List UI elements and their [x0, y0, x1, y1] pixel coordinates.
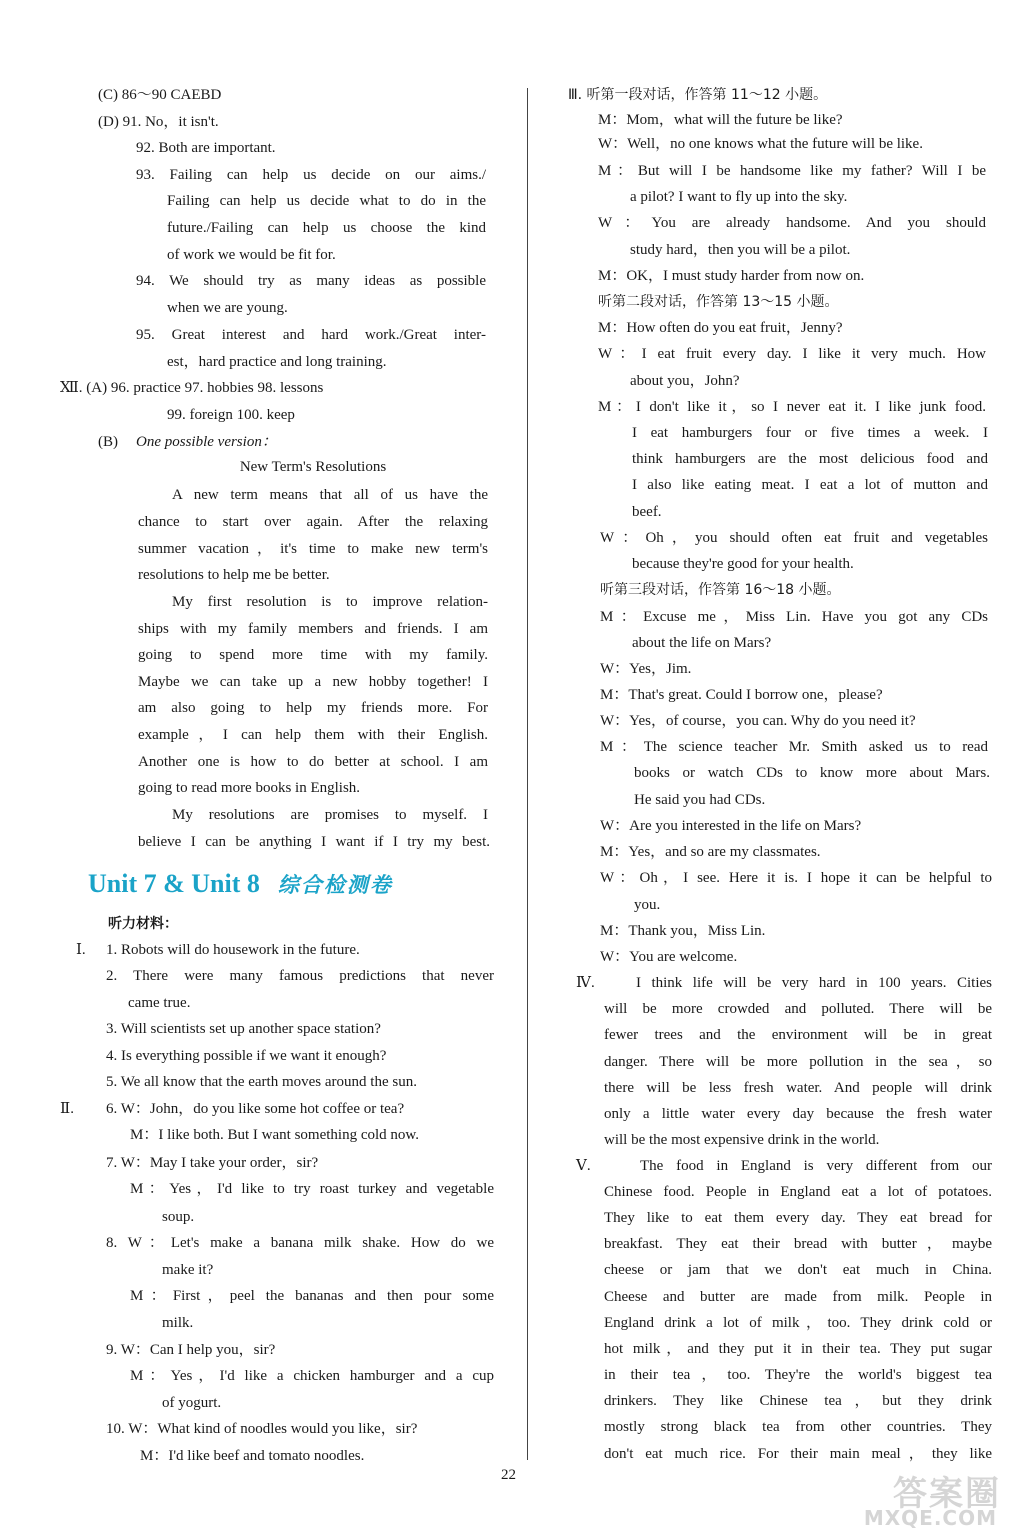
left-text-line: One possible version：	[136, 434, 277, 450]
left-text-line: summer vacation，it's time to make new term's	[138, 541, 488, 557]
watermark-text: 答案圈	[893, 1474, 1001, 1514]
left-text-line: 9. W：Can I help you，sir?	[106, 1342, 276, 1358]
left-text-line: 3. Will scientists set up another space station?	[106, 1021, 381, 1037]
left-text-line: M：First，peel the bananas and then pour some	[130, 1288, 494, 1304]
left-text-line: M：Yes，I'd like to try roast turkey and vegetable	[130, 1181, 494, 1197]
right-text-line: Ⅲ. 听第一段对话，作答第 11～12 小题。	[568, 87, 828, 103]
right-text-line: will be more crowded and polluted. There will be	[604, 1001, 992, 1017]
left-text-line: came true.	[128, 995, 191, 1011]
right-text-line: Chinese food. People in England eat a lot of potatoes.	[604, 1184, 992, 1200]
left-text-line: (D) 91. No，it isn't.	[98, 114, 219, 130]
left-text-line: Failing can help us decide what to do in the	[167, 193, 486, 209]
left-text-line: chance to start over again. After the relaxing	[138, 514, 488, 530]
right-text-line: you.	[634, 897, 661, 913]
right-text-line: a pilot? I want to fly up into the sky.	[630, 189, 848, 205]
left-text-line: 6. W：John，do you like some hot coffee or tea?	[106, 1101, 405, 1117]
right-text-line: study hard，then you will be a pilot.	[630, 242, 851, 258]
right-text-line: beef.	[632, 504, 662, 520]
right-text-line: think hamburgers are the most delicious food and	[632, 451, 988, 467]
left-text-line: New Term's Resolutions	[239, 459, 387, 475]
right-text-line: W：Are you interested in the life on Mars?	[600, 818, 862, 834]
left-text-line: of work we would be fit for.	[167, 247, 336, 263]
right-text-line: Ⅴ.	[576, 1158, 591, 1174]
left-text-line: going to read more books in English.	[138, 780, 361, 796]
left-text-line: resolutions to help me be better.	[138, 567, 330, 583]
right-text-line: there will be less fresh water. And people will drink	[604, 1080, 992, 1096]
left-text-line: 94. We should try as many ideas as possible	[136, 273, 486, 289]
unit-title-en: Unit 7 & Unit 8	[88, 869, 260, 898]
watermark-url: MXQE.COM	[863, 1506, 997, 1530]
right-text-line: W：You are already handsome. And you should	[598, 215, 986, 231]
right-text-line: He said you had CDs.	[634, 792, 766, 808]
right-text-line: in their tea，too. They're the world's biggest tea	[604, 1367, 992, 1383]
right-text-line: M：Thank you，Miss Lin.	[600, 923, 766, 939]
left-text-line: of yogurt.	[162, 1395, 222, 1411]
listening-heading: 听力材料：	[108, 916, 178, 932]
right-text-line: 听第三段对话，作答第 16～18 小题。	[600, 582, 841, 598]
right-text-line: danger. There will be more pollution in the sea，so	[604, 1054, 992, 1070]
left-text-line: A new term means that all of us have the	[172, 487, 488, 503]
left-text-line: future./Failing can help us choose the kind	[167, 220, 486, 236]
right-text-line: hot milk，and they put it in their tea. They put sugar	[604, 1341, 992, 1357]
left-text-line: am also going to help my friends more. For	[138, 700, 488, 716]
left-text-line: Ⅻ. (A) 96. practice 97. hobbies 98. lessons	[60, 380, 324, 396]
right-text-line: because they're good for your health.	[632, 556, 854, 572]
right-text-line: Ⅳ.	[576, 975, 595, 991]
right-text-line: mostly strong black tea from other countries. They	[604, 1419, 992, 1435]
right-text-line: 听第二段对话，作答第 13～15 小题。	[598, 294, 839, 310]
right-text-line: I think life will be very hard in 100 years. Cities	[636, 975, 992, 991]
left-text-line: soup.	[162, 1209, 195, 1225]
right-text-line: don't eat much rice. For their main meal，they like	[604, 1446, 992, 1462]
left-text-line: going to spend more time with my family.	[138, 647, 488, 663]
right-text-line: breakfast. They eat their bread with butter，maybe	[604, 1236, 992, 1252]
left-text-line: 7. W：May I take your order，sir?	[106, 1155, 319, 1171]
right-text-line: M：That's great. Could I borrow one，please?	[600, 687, 883, 703]
left-text-line: (C) 86～90 CAEBD	[98, 87, 222, 103]
right-text-line: W：Oh，you should often eat fruit and vegetables	[600, 530, 988, 546]
right-text-line: Cheese and butter are made from milk. People in	[604, 1289, 992, 1305]
page-number: 22	[501, 1467, 516, 1483]
right-text-line: They like to eat them every day. They eat bread for	[604, 1210, 992, 1226]
right-text-line: W：Yes，of course，you can. Why do you need it?	[600, 713, 916, 729]
right-text-line: England drink a lot of milk，too. They drink cold or	[604, 1315, 992, 1331]
right-text-line: M：Yes，and so are my classmates.	[600, 844, 821, 860]
left-text-line: M：Yes，I'd like a chicken hamburger and a cup	[130, 1368, 494, 1384]
right-text-line: W：You are welcome.	[600, 949, 738, 965]
right-text-line: M：OK，I must study harder from now on.	[598, 268, 865, 284]
left-text-line: M：I like both. But I want something cold now.	[130, 1127, 419, 1143]
column-divider	[527, 88, 528, 1460]
left-text-line: make it?	[162, 1262, 214, 1278]
left-text-line: 93. Failing can help us decide on our aims./	[136, 167, 486, 183]
right-text-line: about the life on Mars?	[632, 635, 772, 651]
right-text-line: M：How often do you eat fruit，Jenny?	[598, 320, 843, 336]
right-text-line: M：Mom，what will the future be like?	[598, 112, 843, 128]
left-text-line: Another one is how to do better at school. I am	[138, 754, 488, 770]
left-text-line: Ⅱ.	[60, 1101, 74, 1117]
right-text-line: books or watch CDs to know more about Mars.	[634, 765, 990, 781]
left-text-line: Ⅰ.	[76, 942, 86, 958]
right-text-line: M：The science teacher Mr. Smith asked us to read	[600, 739, 988, 755]
left-text-line: (B)	[98, 434, 118, 450]
left-text-line: 1. Robots will do housework in the future.	[106, 942, 360, 958]
left-text-line: My resolutions are promises to myself. I	[172, 807, 488, 823]
left-text-line: example，I can help them with their English.	[138, 727, 488, 743]
right-text-line: cheese or jam that we don't eat much in China.	[604, 1262, 992, 1278]
watermark-logo	[831, 1466, 1001, 1530]
right-text-line: only a little water every day because the fresh water	[604, 1106, 992, 1122]
unit-title	[88, 868, 393, 901]
left-text-line: 10. W：What kind of noodles would you like，sir?	[106, 1421, 418, 1437]
left-text-line: 4. Is everything possible if we want it enough?	[106, 1048, 387, 1064]
left-text-line: 92. Both are important.	[136, 140, 276, 156]
left-text-line: 95. Great interest and hard work./Great inter-	[136, 327, 486, 343]
right-text-line: The food in England is very different from our	[640, 1158, 992, 1174]
right-text-line: about you，John?	[630, 373, 740, 389]
left-text-line: 5. We all know that the earth moves around the sun.	[106, 1074, 417, 1090]
left-text-line: est，hard practice and long training.	[167, 354, 387, 370]
left-text-line: Maybe we can take up a new hobby together! I	[138, 674, 488, 690]
right-text-line: I also like eating meat. I eat a lot of mutton and	[632, 477, 988, 493]
right-text-line: W：Well，no one knows what the future will be like.	[598, 136, 923, 152]
left-text-line: ships with my family members and friends. I am	[138, 621, 488, 637]
left-text-line: 99. foreign 100. keep	[167, 407, 295, 423]
right-text-line: M：I don't like it，so I never eat it. I like junk food.	[598, 399, 986, 415]
left-text-line: 2. There were many famous predictions that never	[106, 968, 494, 984]
left-text-line: My first resolution is to improve relation-	[172, 594, 488, 610]
right-text-line: fewer trees and the environment will be in great	[604, 1027, 992, 1043]
right-text-line: W：I eat fruit every day. I like it very much. How	[598, 346, 986, 362]
unit-title-cn: 综合检测卷	[277, 873, 393, 897]
right-text-line: I eat hamburgers four or five times a week. I	[632, 425, 988, 441]
right-text-line: will be the most expensive drink in the world.	[604, 1132, 880, 1148]
right-text-line: W：Oh，I see. Here it is. I hope it can be helpful to	[600, 870, 992, 886]
left-text-line: milk.	[162, 1315, 194, 1331]
right-text-line: W：Yes，Jim.	[600, 661, 692, 677]
left-text-line: 8. W：Let's make a banana milk shake. How do we	[106, 1235, 494, 1251]
left-text-line: when we are young.	[167, 300, 288, 316]
right-text-line: drinkers. They like Chinese tea，but they drink	[604, 1393, 992, 1409]
right-text-line: M：But will I be handsome like my father? Will I be	[598, 163, 986, 179]
left-text-line: believe I can be anything I want if I try my best.	[138, 834, 490, 850]
right-text-line: M：Excuse me，Miss Lin. Have you got any CDs	[600, 609, 988, 625]
left-text-line: M：I'd like beef and tomato noodles.	[140, 1448, 365, 1464]
